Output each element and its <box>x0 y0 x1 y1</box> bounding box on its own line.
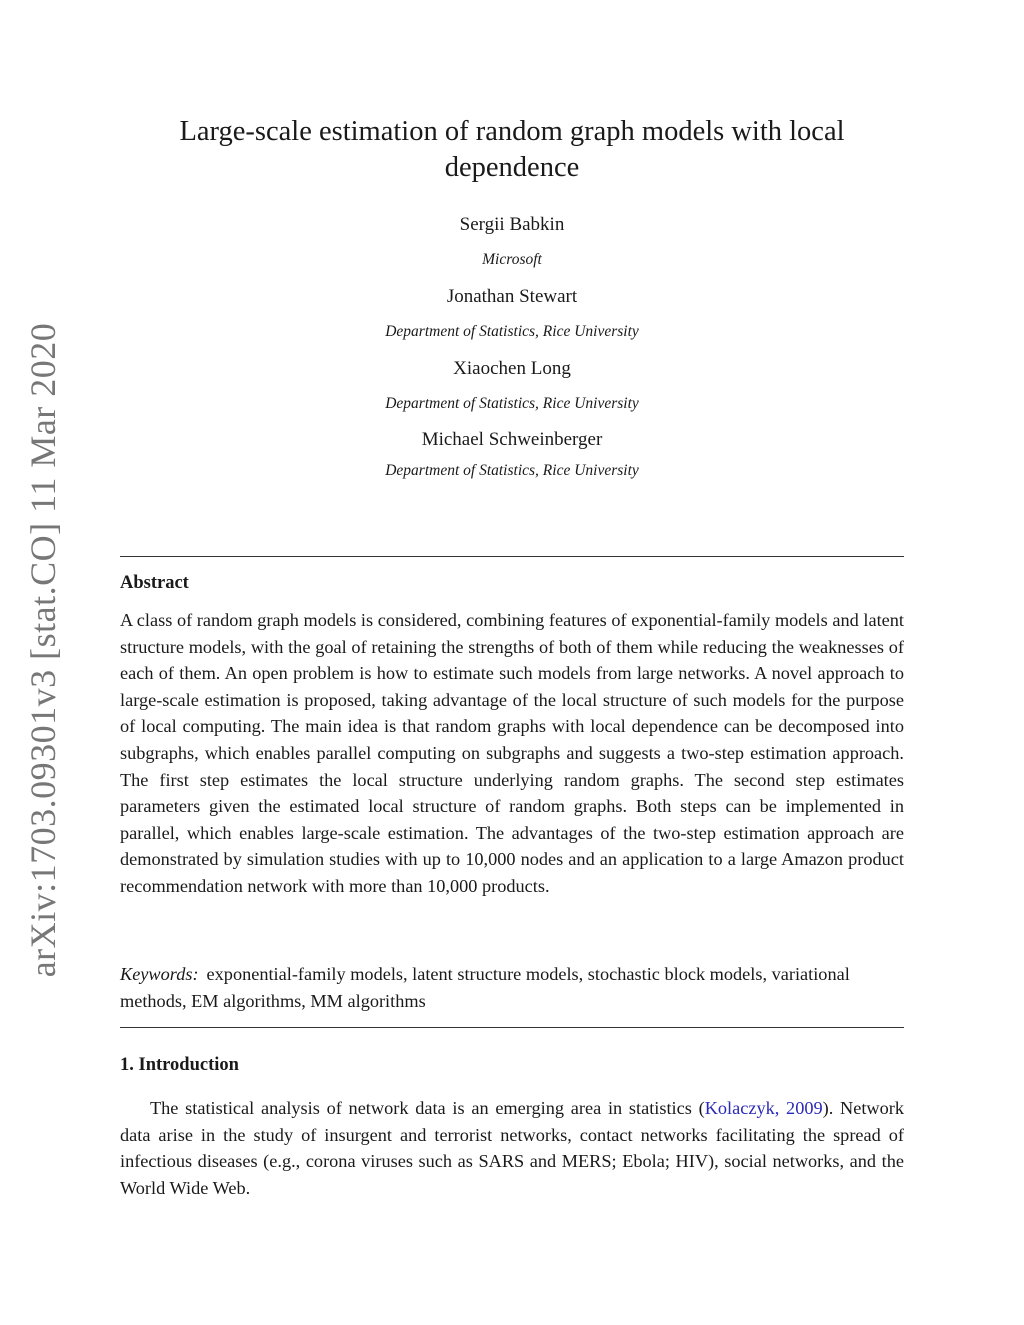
introduction-paragraph <box>120 1095 904 1201</box>
author-name: Sergii Babkin <box>459 214 565 235</box>
abstract-heading: Abstract <box>120 573 189 593</box>
divider-bottom <box>120 1027 904 1028</box>
intro-text-start: The statistical analysis of network data is an emerging area in statistics ( <box>150 1098 705 1118</box>
author-affiliation: Microsoft <box>482 251 542 268</box>
keywords-text: exponential-family models, latent structure models, stochastic block models, variational methods, EM algorithms, MM algorithms <box>120 964 850 1011</box>
keywords <box>120 961 904 1014</box>
intro-text-rest: ). Network data arise in the study of insurgent and terrorist networks, contact networks facilitating the spread of infectious diseases (e.g., corona viruses such as SARS and MERS; Ebola; HIV), social networks, and the World Wide Web. <box>120 1098 904 1198</box>
arxiv-identifier-stamp: arXiv:1703.09301v3 [stat.CO] 11 Mar 2020 <box>23 322 63 978</box>
author-name: Jonathan Stewart <box>446 286 578 307</box>
keywords-label: Keywords: <box>120 964 199 984</box>
author-affiliation: Department of Statistics, Rice University <box>385 395 639 412</box>
citation-link-kolaczyk[interactable]: Kolaczyk, 2009 <box>704 1098 823 1118</box>
divider-top <box>120 556 904 557</box>
author-name: Michael Schweinberger <box>421 429 603 450</box>
author-affiliation: Department of Statistics, Rice University <box>385 323 639 340</box>
paper-title: Large-scale estimation of random graph models with local dependence <box>179 116 845 183</box>
section-heading-introduction: 1. Introduction <box>120 1055 239 1075</box>
abstract-text: A class of random graph models is considered, combining features of exponential-family models and latent structure models, with the goal of retaining the strengths of both of them while reducing the weaknesses of each of them. An open problem is how to estimate such models from large networks. A novel approach to large-scale estimation is proposed, taking advantage of the local structure of such models for the purpose of local computing. The main idea is that random graphs with local dependence can be decomposed into subgraphs, which enables parallel computing on subgraphs and suggests a two-step estimation approach. The first step estimates the local structure underlying random graphs. The second step estimates parameters given the estimated local structure of random graphs. Both steps can be implemented in parallel, which enables large-scale estimation. The advantages of the two-step estimation approach are demonstrated by simulation studies with up to 10,000 nodes and an application to a large Amazon product recommendation network with more than 10,000 products. <box>120 610 904 896</box>
author-affiliation: Department of Statistics, Rice University <box>385 462 639 479</box>
author-name: Xiaochen Long <box>453 358 571 379</box>
